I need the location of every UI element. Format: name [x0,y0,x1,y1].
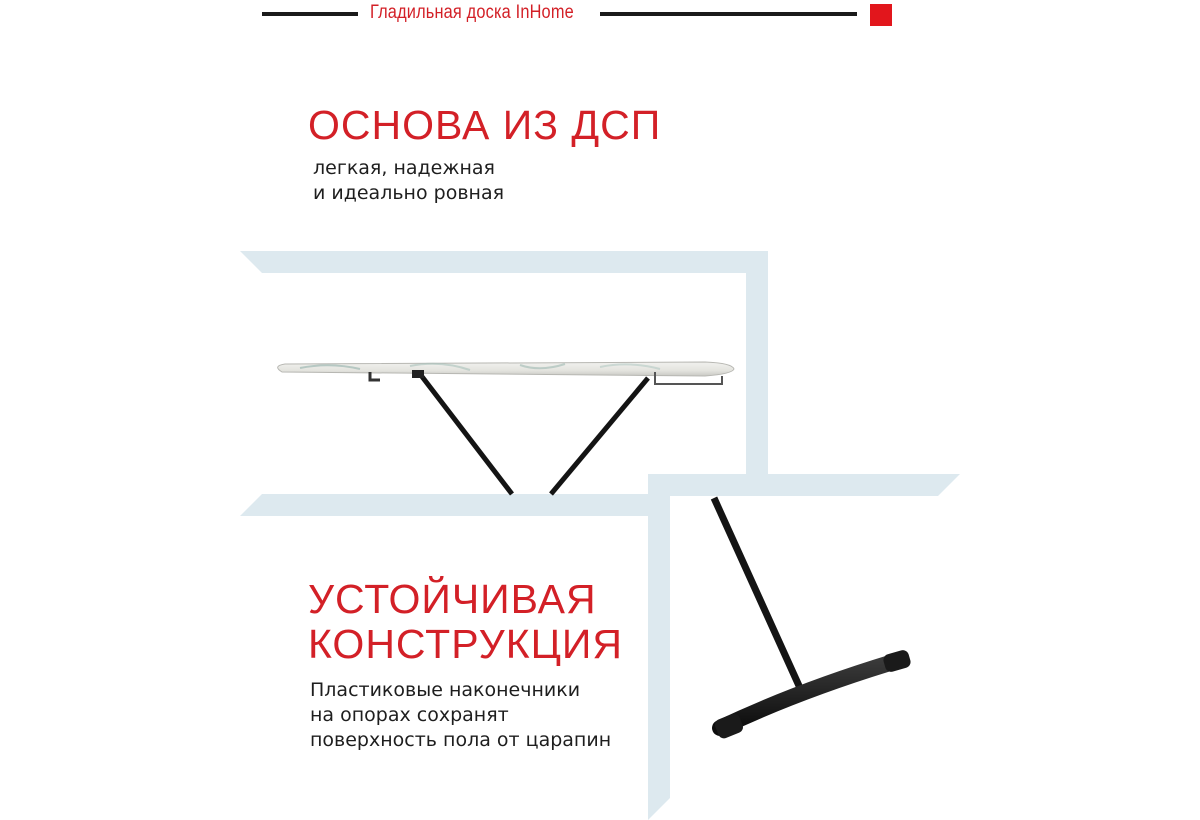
section2-heading-line-2: КОНСТРУКЦИЯ [308,621,623,667]
section1-heading: ОСНОВА ИЗ ДСП [308,102,662,148]
ironing-board-top [278,362,734,384]
board-legs [412,370,648,494]
section2-heading-line-1: УСТОЙЧИВАЯ [308,576,597,622]
section1-text-line-1: легкая, надежная [313,157,495,179]
section2-text-line-3: поверхность пола от царапин [310,729,612,751]
section1-text-line-2: и идеально ровная [313,182,505,204]
header-title: Гладильная доска InHome [370,2,574,23]
section2-text-line-2: на опорах сохранят [310,704,509,726]
leg-closeup [713,498,912,740]
section2-text-line-1: Пластиковые наконечники [310,679,581,701]
